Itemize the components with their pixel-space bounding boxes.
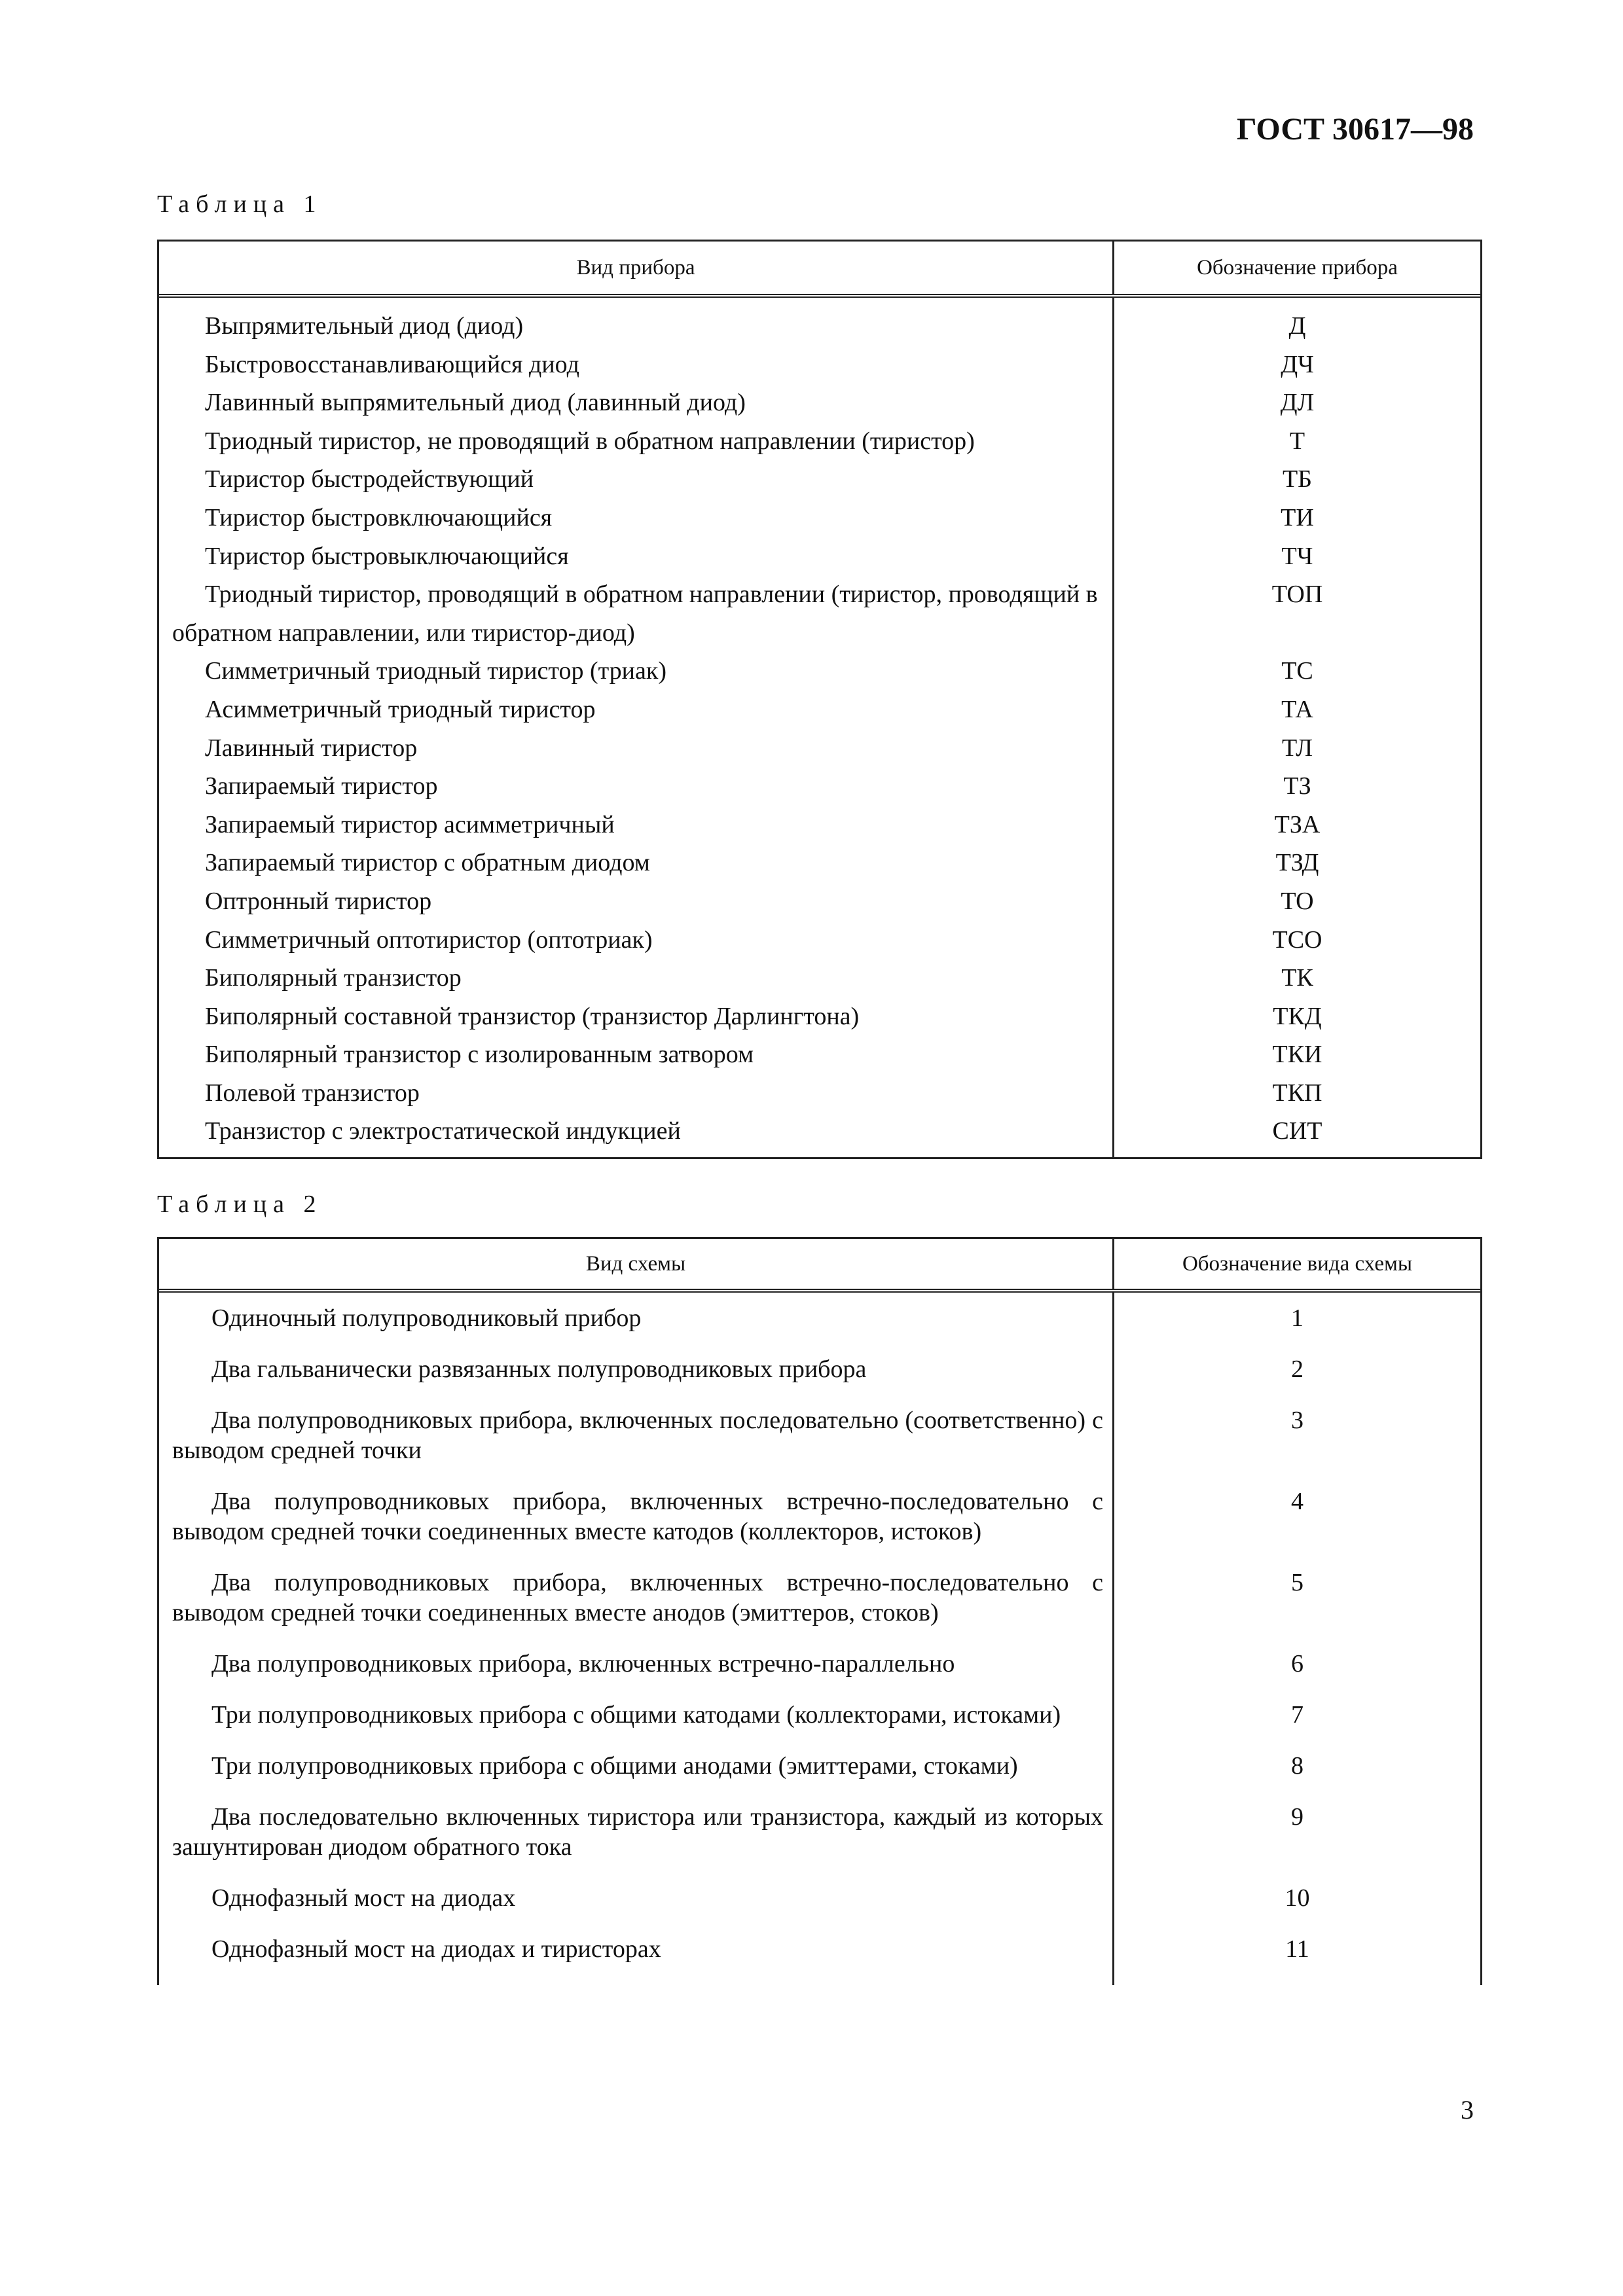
table-row — [159, 384, 1480, 422]
row-code: 9 — [1291, 1803, 1304, 1831]
row-name-cell — [159, 1405, 1114, 1486]
table-row — [159, 1112, 1480, 1157]
row-code: ТА — [1281, 695, 1313, 723]
row-name: Лавинный выпрямительный диод (лавинный диод) — [205, 389, 746, 417]
row-code: 7 — [1291, 1701, 1304, 1729]
table-row — [159, 1035, 1480, 1074]
row-code: ДЛ — [1280, 389, 1315, 417]
row-code: 8 — [1291, 1752, 1304, 1780]
table1-header-row — [159, 242, 1480, 298]
table-row — [159, 729, 1480, 768]
table1-body — [159, 298, 1480, 1157]
row-name: Два полупроводниковых прибора, включенных последовательно (соответственно) с выводом средней точки — [172, 1407, 1103, 1464]
row-name-cell — [159, 767, 1114, 806]
row-code: ТСО — [1272, 925, 1322, 954]
row-name: Два гальванически развязанных полупроводниковых прибора — [211, 1355, 867, 1383]
row-name-cell — [159, 298, 1114, 346]
table-row — [159, 997, 1480, 1036]
row-name: Биполярный транзистор с изолированным затвором — [205, 1041, 754, 1069]
table2-col-scheme-type: Вид схемы — [159, 1239, 1114, 1289]
row-name-cell — [159, 346, 1114, 384]
row-name: Симметричный триодный тиристор (триак) — [205, 657, 667, 685]
table-row — [159, 767, 1480, 806]
row-name: Тиристор быстровыключающийся — [205, 542, 569, 570]
row-code: ТЧ — [1281, 542, 1313, 570]
row-name-cell — [159, 1802, 1114, 1883]
table-row — [159, 882, 1480, 921]
row-name: Выпрямительный диод (диод) — [205, 312, 524, 340]
table-row — [159, 575, 1480, 652]
row-code: Т — [1289, 427, 1305, 455]
row-name: Триодный тиристор, проводящий в обратном направлении (тиристор, проводящий в обратном направлении, или тиристор-диод) — [172, 581, 1098, 647]
table-row — [159, 499, 1480, 537]
row-name: Два полупроводниковых прибора, включенных встречно-параллельно — [211, 1650, 955, 1677]
row-name: Два полупроводниковых прибора, включенных встречно-последовательно с выводом средней точки соединенных вместе анодов (эмиттеров, стоков) — [172, 1569, 1103, 1626]
table-row — [159, 422, 1480, 461]
row-code: СИТ — [1272, 1117, 1322, 1145]
table-row — [159, 1486, 1480, 1568]
row-code: 5 — [1291, 1569, 1304, 1596]
row-name: Асимметричный триодный тиристор — [205, 695, 596, 723]
row-code: ТКИ — [1272, 1041, 1322, 1069]
row-code: ТС — [1281, 657, 1313, 685]
row-name: Транзистор с электростатической индукцией — [205, 1117, 681, 1145]
table-row — [159, 844, 1480, 882]
row-name: Оптронный тиристор — [205, 887, 432, 915]
row-code: ДЧ — [1281, 350, 1314, 378]
table1-col-device-type: Вид прибора — [159, 242, 1114, 294]
row-name-cell — [159, 1486, 1114, 1568]
row-code: ТКП — [1272, 1079, 1322, 1107]
table-row — [159, 1883, 1480, 1934]
row-name-cell — [159, 1649, 1114, 1700]
table-row — [159, 298, 1480, 346]
row-name-cell — [159, 691, 1114, 729]
row-name-cell — [159, 1035, 1114, 1074]
row-code: 3 — [1291, 1407, 1304, 1434]
table-row — [159, 346, 1480, 384]
row-code: 11 — [1285, 1935, 1309, 1963]
row-name-cell — [159, 921, 1114, 960]
row-name-cell — [159, 844, 1114, 882]
row-code: ТК — [1281, 964, 1313, 992]
row-name-cell — [159, 537, 1114, 576]
row-code: 2 — [1291, 1355, 1304, 1383]
row-name-cell — [159, 1354, 1114, 1405]
table2-caption: Таблица 2 — [157, 1191, 323, 1218]
row-name-cell — [159, 1074, 1114, 1113]
row-name-cell — [159, 1751, 1114, 1802]
table-row — [159, 959, 1480, 997]
table-row — [159, 1649, 1480, 1700]
row-name-cell — [159, 1883, 1114, 1934]
row-code: ТО — [1281, 887, 1314, 915]
row-code: ТИ — [1281, 503, 1314, 531]
row-name: Полевой транзистор — [205, 1079, 420, 1107]
table2 — [157, 1237, 1482, 1985]
row-name-cell — [159, 806, 1114, 844]
row-name: Два последовательно включенных тиристора или транзистора, каждый из которых зашунтирован диодом обратного тока — [172, 1803, 1103, 1861]
row-name-cell — [159, 1700, 1114, 1751]
table2-header-row — [159, 1239, 1480, 1293]
page-number: 3 — [1461, 2095, 1474, 2125]
row-name-cell — [159, 1293, 1114, 1354]
table-row — [159, 1074, 1480, 1113]
row-name: Однофазный мост на диодах и тиристорах — [211, 1935, 661, 1963]
table-row — [159, 652, 1480, 691]
row-code: ТОП — [1271, 581, 1323, 609]
row-name: Однофазный мост на диодах — [211, 1884, 516, 1912]
table-row — [159, 1751, 1480, 1802]
row-code: Д — [1288, 312, 1306, 340]
table-row — [159, 1934, 1480, 1985]
row-code: 6 — [1291, 1650, 1304, 1677]
document-code: ГОСТ 30617—98 — [1237, 112, 1474, 147]
table-row — [159, 1802, 1480, 1883]
row-name-cell — [159, 422, 1114, 461]
row-code: ТБ — [1282, 465, 1313, 493]
row-name-cell — [159, 729, 1114, 768]
row-name: Запираемый тиристор с обратным диодом — [205, 849, 650, 877]
row-name-cell — [159, 1112, 1114, 1157]
row-name: Тиристор быстровключающийся — [205, 503, 553, 531]
table1-caption: Таблица 1 — [157, 190, 323, 218]
table-row — [159, 1293, 1480, 1354]
row-name-cell — [159, 652, 1114, 691]
table-row — [159, 1568, 1480, 1649]
row-name: Два полупроводниковых прибора, включенных встречно-последовательно с выводом средней точки соединенных вместе катодов (коллекторов, истоков) — [172, 1488, 1103, 1545]
row-code: ТЛ — [1281, 734, 1313, 762]
row-name-cell — [159, 460, 1114, 499]
row-name-cell — [159, 575, 1114, 652]
row-name: Три полупроводниковых прибора с общими анодами (эмиттерами, стоками) — [211, 1752, 1018, 1780]
row-name: Быстровосстанавливающийся диод — [205, 350, 579, 378]
table1 — [157, 240, 1482, 1159]
row-name: Лавинный тиристор — [205, 734, 418, 762]
row-name: Запираемый тиристор асимметричный — [205, 810, 615, 838]
row-code: ТЗ — [1283, 772, 1311, 800]
row-name: Одиночный полупроводниковый прибор — [211, 1304, 642, 1332]
table2-col-scheme-code: Обозначение вида схемы — [1182, 1252, 1413, 1276]
row-name: Триодный тиристор, не проводящий в обратном направлении (тиристор) — [205, 427, 975, 455]
row-name-cell — [159, 1934, 1114, 1985]
row-name: Биполярный транзистор — [205, 964, 462, 992]
table-row — [159, 460, 1480, 499]
row-name-cell — [159, 959, 1114, 997]
row-name: Три полупроводниковых прибора с общими катодами (коллекторами, истоками) — [211, 1701, 1061, 1729]
table-row — [159, 537, 1480, 576]
row-code: 4 — [1291, 1488, 1304, 1515]
row-name-cell — [159, 384, 1114, 422]
table-row — [159, 1354, 1480, 1405]
row-name: Тиристор быстродействующий — [205, 465, 534, 493]
table-row — [159, 691, 1480, 729]
table-row — [159, 806, 1480, 844]
row-name-cell — [159, 997, 1114, 1036]
row-code: ТЗД — [1275, 849, 1319, 877]
row-code: 1 — [1291, 1304, 1304, 1332]
row-name-cell — [159, 882, 1114, 921]
table-row — [159, 1405, 1480, 1486]
row-name: Биполярный составной транзистор (транзистор Дарлингтона) — [205, 1002, 860, 1030]
row-name: Симметричный оптотиристор (оптотриак) — [205, 925, 653, 954]
table-row — [159, 1700, 1480, 1751]
row-name-cell — [159, 499, 1114, 537]
row-name: Запираемый тиристор — [205, 772, 438, 800]
row-code: 10 — [1285, 1884, 1310, 1912]
row-name-cell — [159, 1568, 1114, 1649]
table2-body — [159, 1293, 1480, 1985]
row-code: ТЗА — [1274, 810, 1321, 838]
table1-col-device-code: Обозначение прибора — [1197, 256, 1398, 279]
row-code: ТКД — [1273, 1002, 1322, 1030]
table-row — [159, 921, 1480, 960]
